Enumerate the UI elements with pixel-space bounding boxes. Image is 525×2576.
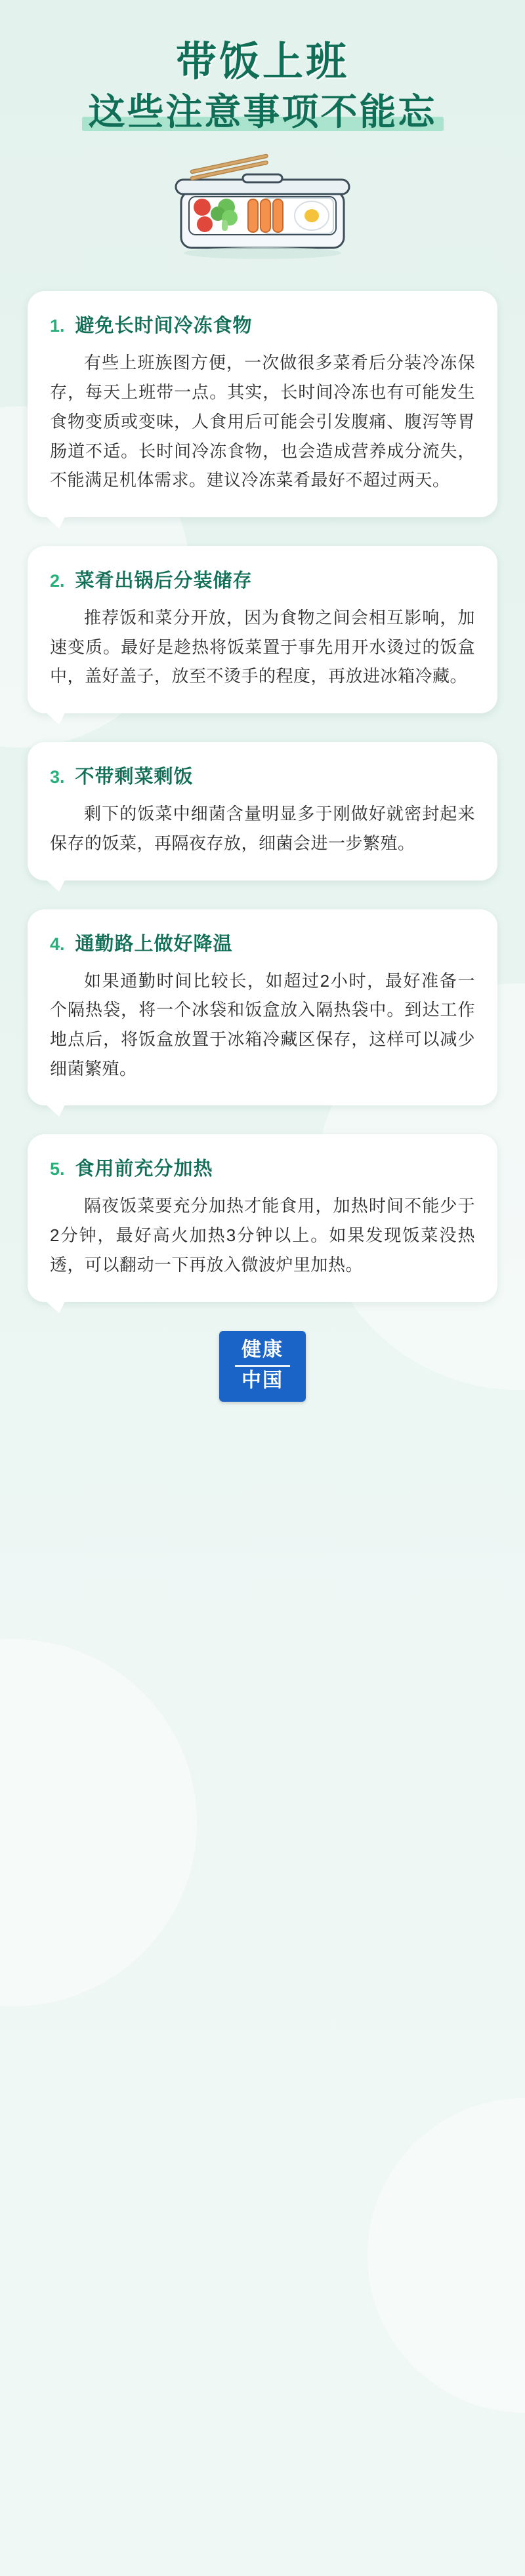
tip-number: 4. — [50, 934, 65, 954]
brand-logo-divider — [235, 1365, 290, 1367]
tip-body: 隔夜饭菜要充分加热才能食用，加热时间不能少于2分钟，最好高火加热3分钟以上。如果发现饭菜没热透，可以翻动一下再放入微波炉里加热。 — [50, 1196, 475, 1275]
poster-footer — [0, 1331, 525, 1432]
tip-card-header — [50, 1154, 475, 1181]
brand-logo-line1: 健康 — [242, 1338, 284, 1360]
tip-body: 推荐饭和菜分开放，因为食物之间会相互影响，加速变质。最好是趁热将饭菜置于事先用开水烫过的饭盒中，盖好盖子，放至不烫手的程度，再放进冰箱冷藏。 — [50, 607, 475, 686]
page-title-line2-text: 这些注意事项不能忘 — [88, 91, 437, 133]
tip-body: 有些上班族图方便，一次做很多菜肴后分装冷冻保存，每天上班带一点。其实，长时间冷冻也有可能发生食物变质或变味，人食用后可能会引发腹痛、腹泻等胃肠道不适。长时间冷冻食物，也会造成营养成分流失，不能满足机体需求。建议冷冻菜肴最好不超过两天。 — [50, 353, 475, 490]
tip-body: 如果通勤时间比较长，如超过2小时，最好准备一个隔热袋，将一个冰袋和饭盒放入隔热袋中。到达工作地点后，将饭盒放置于冰箱冷藏区保存，这样可以减少细菌繁殖。 — [50, 970, 475, 1079]
tip-title: 不带剩菜剩饭 — [75, 766, 194, 788]
tip-body: 剩下的饭菜中细菌含量明显多于刚做好就密封起来保存的饭菜，再隔夜存放，细菌会进一步繁殖。 — [50, 804, 475, 853]
poster-header — [0, 0, 525, 134]
tips-card-list — [0, 269, 525, 1301]
tip-number: 2. — [50, 570, 65, 591]
tip-card-header — [50, 762, 475, 789]
tip-card — [28, 1134, 497, 1301]
tip-card — [28, 909, 497, 1106]
bento-lunchbox-illustration — [164, 151, 361, 269]
tip-title: 避免长时间冷冻食物 — [75, 315, 253, 337]
tip-number: 5. — [50, 1159, 65, 1179]
tip-card — [28, 742, 497, 880]
tip-number: 1. — [50, 316, 65, 336]
page-title-line2 — [82, 90, 444, 134]
tip-card — [28, 546, 497, 713]
brand-logo — [219, 1331, 306, 1402]
tip-card-header — [50, 929, 475, 956]
decorative-blob — [368, 2098, 525, 2413]
tip-number: 3. — [50, 767, 65, 787]
brand-logo-line2: 中国 — [242, 1370, 284, 1392]
tip-title: 通勤路上做好降温 — [75, 933, 233, 955]
decorative-blob — [0, 1639, 197, 2006]
page-title-line1: 带饭上班 — [175, 39, 349, 85]
tip-card-header — [50, 566, 475, 593]
tip-title: 食用前充分加热 — [75, 1159, 213, 1180]
tip-title: 菜肴出锅后分装储存 — [75, 570, 253, 591]
tip-card-header — [50, 311, 475, 338]
tip-card — [28, 291, 497, 517]
